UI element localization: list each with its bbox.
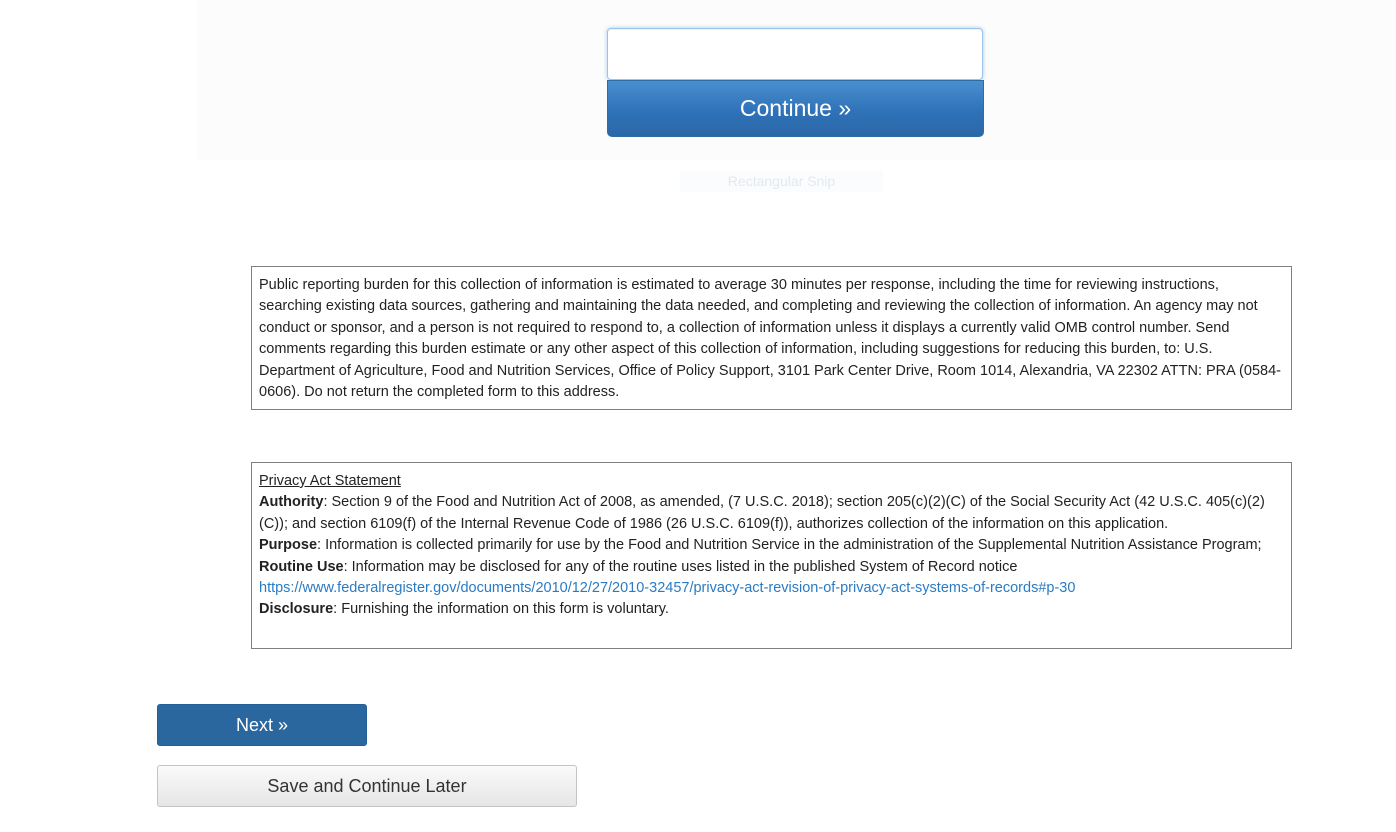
- privacy-act-box: [251, 462, 1292, 649]
- purpose-paragraph: [259, 535, 1284, 556]
- routine-use-paragraph: [259, 557, 1284, 600]
- snip-caption: Rectangular Snip: [680, 170, 883, 192]
- burden-notice-box: [251, 266, 1292, 410]
- routine-use-label: Routine Use: [259, 558, 344, 575]
- system-of-record-link[interactable]: https://www.federalregister.gov/documents/2010/12/27/2010-32457/privacy-act-revision-of-privacy-act-systems-of-records#p-30: [259, 580, 1076, 597]
- disclosure-text: : Furnishing the information on this form is voluntary.: [333, 601, 669, 618]
- disclosure-paragraph: [259, 599, 1284, 620]
- continue-button[interactable]: Continue »: [607, 80, 984, 137]
- disclosure-label: Disclosure: [259, 601, 334, 618]
- privacy-act-title: Privacy Act Statement: [259, 473, 401, 489]
- routine-use-text: : Information may be disclosed for any of the routine uses listed in the published System of Record notice: [343, 558, 1018, 575]
- burden-notice-text: Public reporting burden for this collection of information is estimated to average 30 minutes per response, including the time for reviewing instructions, searching existing data sources, gathering and maintaining the data needed, and completing and reviewing the collection of information. An agency may not conduct or sponsor, and a person is not required to respond to, a collection of information unless it displays a currently valid OMB control number. Send comments regarding this burden estimate or any other aspect of this collection of information, including suggestions for reducing this burden, to: U.S. Department of Agriculture, Food and Nutrition Services, Office of Policy Support, 3101 Park Center Drive, Room 1014, Alexandria, VA 22302 ATTN: PRA (0584-0606). Do not return the completed form to this address.: [259, 277, 1281, 401]
- purpose-text: : Information is collected primarily for use by the Food and Nutrition Service in the administration of the Supplemental Nutrition Assistance Program;: [317, 537, 1262, 554]
- save-and-continue-later-button[interactable]: Save and Continue Later: [157, 765, 577, 807]
- answer-input[interactable]: [607, 28, 983, 80]
- authority-text: : Section 9 of the Food and Nutrition Act of 2008, as amended, (7 U.S.C. 2018); section 205(c)(2)(C) of the Social Security Act (42 U.S.C. 405(c)(2)(C)); and section 6109(f) of the Internal Revenue Code of 1986 (26 U.S.C. 6109(f)), authorizes collection of the information on this application.: [259, 494, 1265, 532]
- next-button[interactable]: Next »: [157, 704, 367, 746]
- purpose-label: Purpose: [259, 537, 318, 554]
- authority-paragraph: [259, 492, 1284, 535]
- authority-label: Authority: [259, 494, 324, 511]
